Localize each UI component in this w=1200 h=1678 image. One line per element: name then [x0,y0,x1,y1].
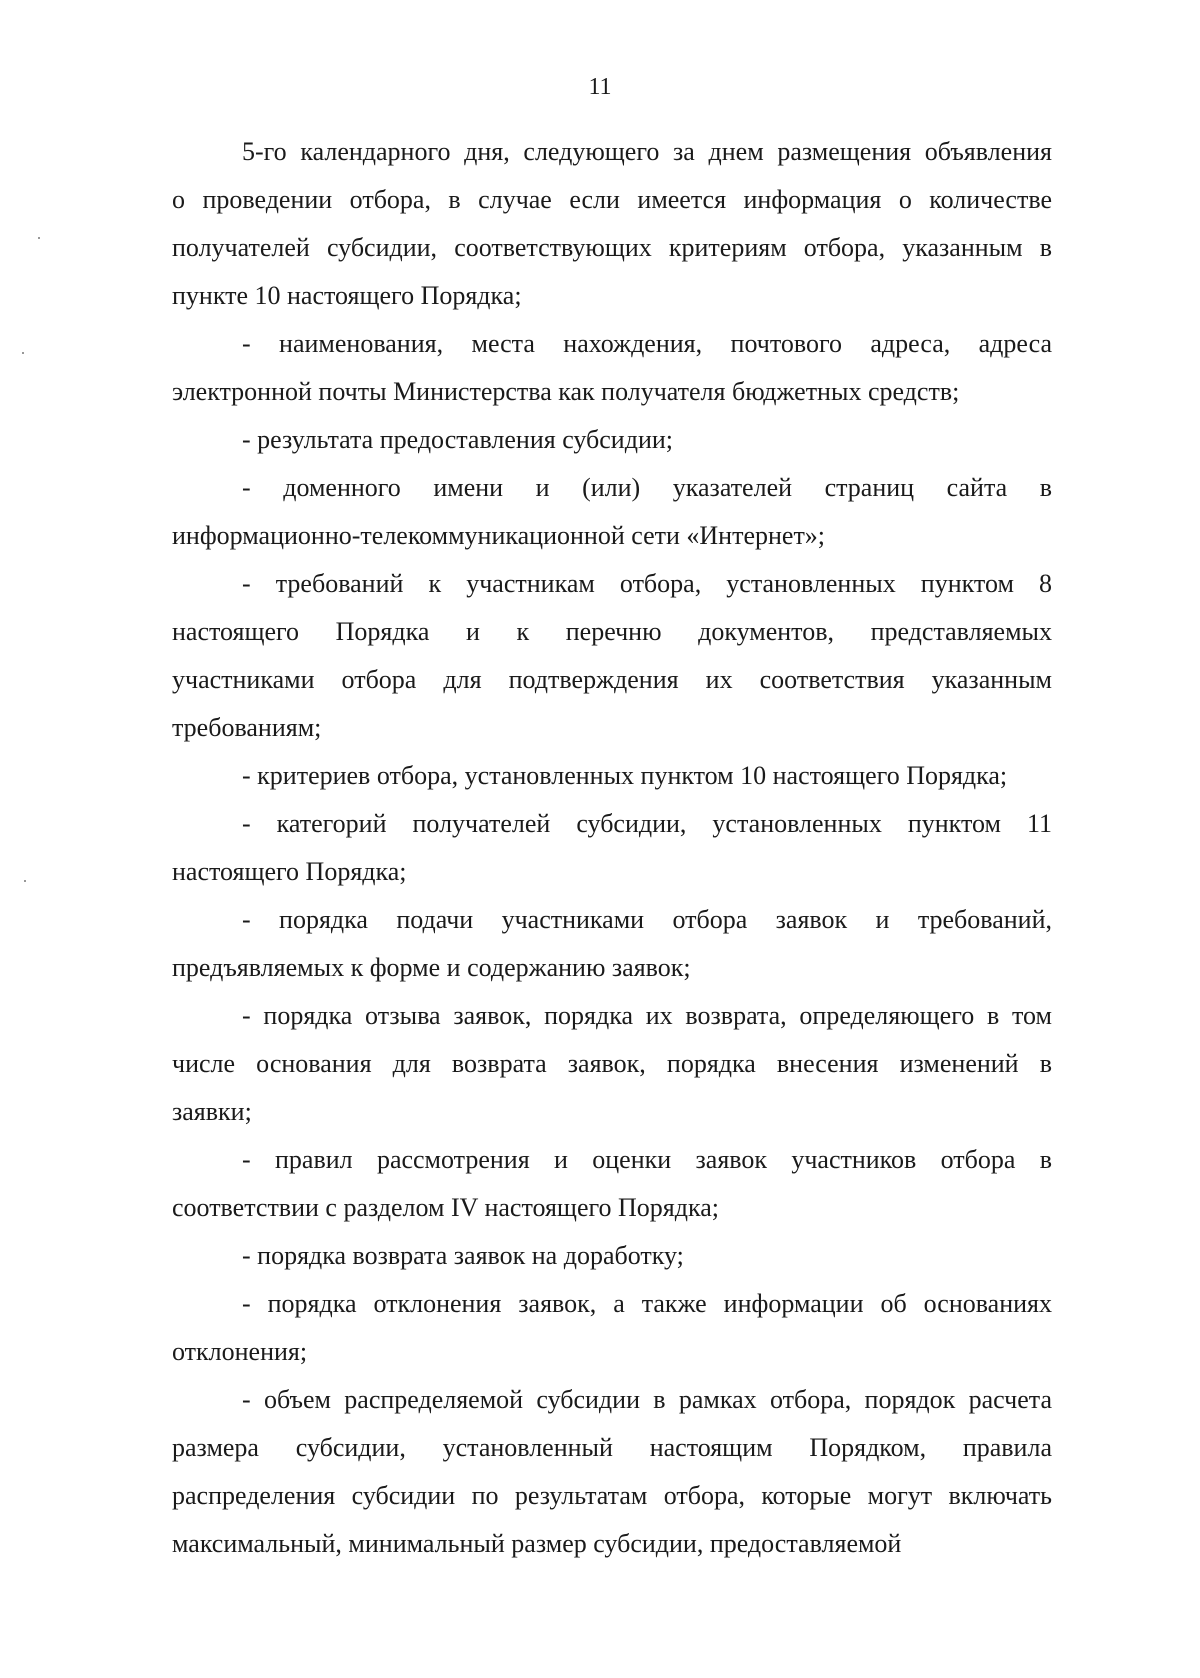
paragraph [172,896,1052,992]
text-line: информационно-телекоммуникационной сети «Интернет»; [172,521,826,550]
text-line: пункте 10 настоящего Порядка; [172,281,522,310]
text-line: - доменного имени и (или) указателей страниц сайта в [242,473,1052,502]
text-line: - результата предоставления субсидии; [242,425,674,454]
text-line: - порядка отзыва заявок, порядка их возврата, определяющего в том [242,1001,1052,1030]
text-line: настоящего Порядка и к перечню документов, представляемых [172,617,1052,646]
text-line: числе основания для возврата заявок, порядка внесения изменений в [172,1049,1052,1078]
text-line: отклонения; [172,1337,308,1366]
text-line: о проведении отбора, в случае если имеется информация о количестве [172,185,1052,214]
paragraph [172,1232,1052,1280]
text-line: предъявляемых к форме и содержанию заявок; [172,953,691,982]
text-line: размера субсидии, установленный настоящим Порядком, правила [172,1433,1052,1462]
paragraph [172,560,1052,752]
text-line: электронной почты Министерства как получателя бюджетных средств; [172,377,960,406]
paragraph [172,320,1052,416]
scan-speck [24,880,26,882]
text-line: распределения субсидии по результатам отбора, которые могут включать [172,1481,1052,1510]
paragraph [172,128,1052,320]
paragraph [172,1136,1052,1232]
document-body [172,128,1052,1568]
text-line: - порядка подачи участниками отбора заявок и требований, [242,905,1052,934]
text-line: - категорий получателей субсидии, установленных пунктом 11 [242,809,1052,838]
text-line: - порядка возврата заявок на доработку; [242,1241,684,1270]
text-line: получателей субсидии, соответствующих критериям отбора, указанным в [172,233,1052,262]
paragraph [172,752,1052,800]
text-line: - порядка отклонения заявок, а также информации об основаниях [242,1289,1052,1318]
text-line: максимальный, минимальный размер субсидии, предоставляемой [172,1529,902,1558]
paragraph [172,464,1052,560]
scan-speck [38,237,40,239]
page-number: 11 [588,74,612,100]
text-line: - объем распределяемой субсидии в рамках отбора, порядок расчета [242,1385,1052,1414]
paragraph [172,416,1052,464]
text-line: соответствии с разделом IV настоящего Порядка; [172,1193,719,1222]
paragraph [172,1280,1052,1376]
paragraph [172,1376,1052,1568]
paragraph [172,800,1052,896]
text-line: - критериев отбора, установленных пунктом 10 настоящего Порядка; [242,761,1008,790]
text-line: - требований к участникам отбора, установленных пунктом 8 [242,569,1052,598]
text-line: участниками отбора для подтверждения их соответствия указанным [172,665,1052,694]
text-line: настоящего Порядка; [172,857,407,886]
text-line: 5-го календарного дня, следующего за днем размещения объявления [242,137,1052,166]
text-line: требованиям; [172,713,322,742]
text-line: - правил рассмотрения и оценки заявок участников отбора в [242,1145,1052,1174]
scan-speck [22,352,24,354]
text-line: - наименования, места нахождения, почтового адреса, адреса [242,329,1052,358]
paragraph [172,992,1052,1136]
text-line: заявки; [172,1097,252,1126]
